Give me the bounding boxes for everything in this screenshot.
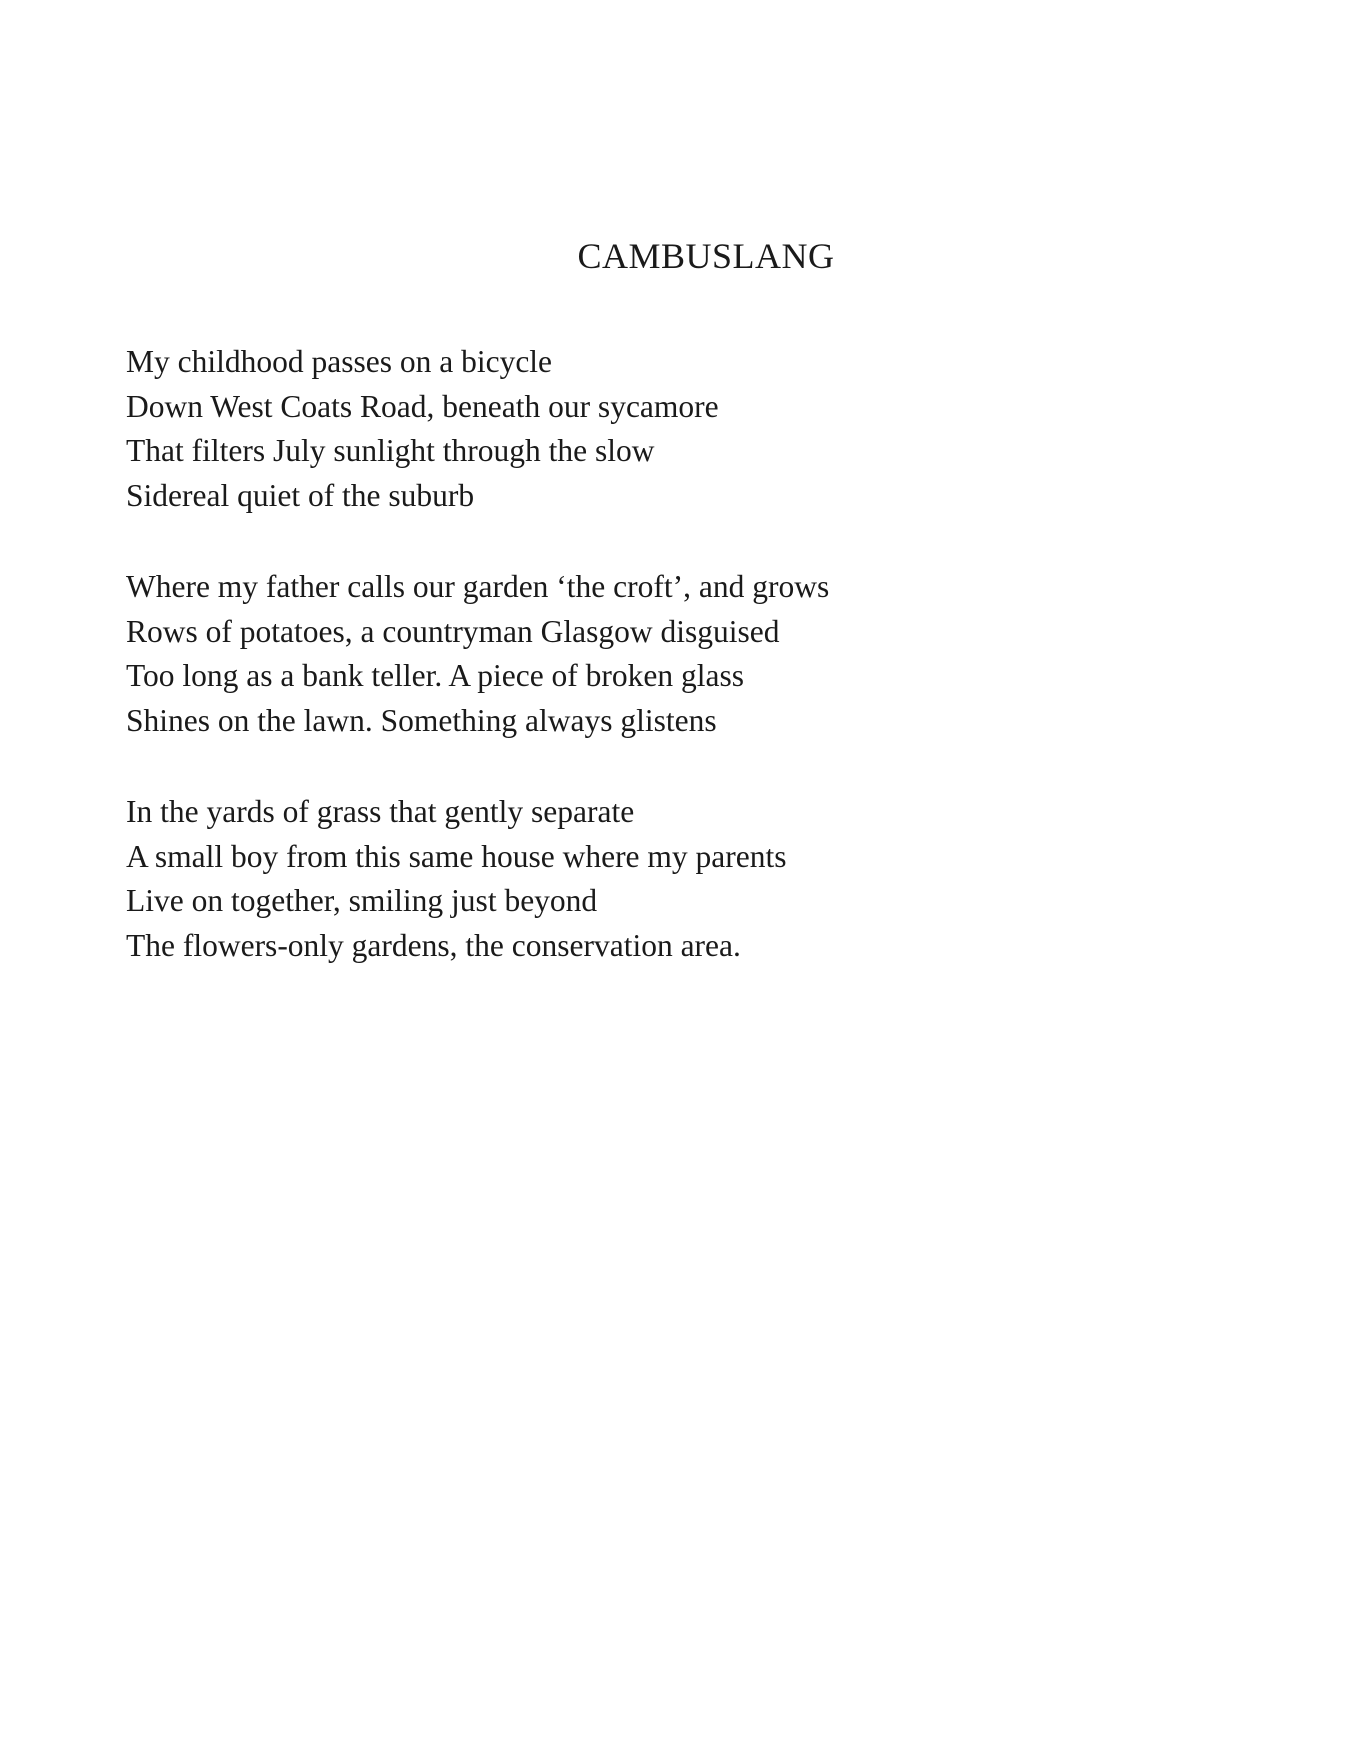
poem-line: The flowers-only gardens, the conservation area.	[126, 927, 741, 963]
stanza-1	[126, 340, 1226, 518]
stanza-3	[126, 790, 1226, 968]
poem-line: Too long as a bank teller. A piece of broken glass	[126, 658, 745, 693]
poem-line: My childhood passes on a bicycle	[126, 344, 553, 379]
poem-line: A small boy from this same house where my parents	[126, 838, 787, 874]
poem-title: CAMBUSLANG	[577, 236, 835, 276]
stanza-2	[126, 565, 1226, 743]
poem-line: That filters July sunlight through the slow	[126, 433, 655, 468]
poem-line: Down West Coats Road, beneath our sycamore	[126, 388, 719, 424]
poem-line: Rows of potatoes, a countryman Glasgow disguised	[126, 613, 780, 649]
poem-line: Where my father calls our garden ‘the croft’, and grows	[126, 569, 830, 604]
poem-line: Sidereal quiet of the suburb	[126, 477, 475, 513]
poem-line: In the yards of grass that gently separate	[126, 794, 635, 829]
poem-body	[126, 340, 1226, 1015]
poem-line: Live on together, smiling just beyond	[126, 883, 598, 918]
poem-line: Shines on the lawn. Something always glistens	[126, 702, 717, 738]
